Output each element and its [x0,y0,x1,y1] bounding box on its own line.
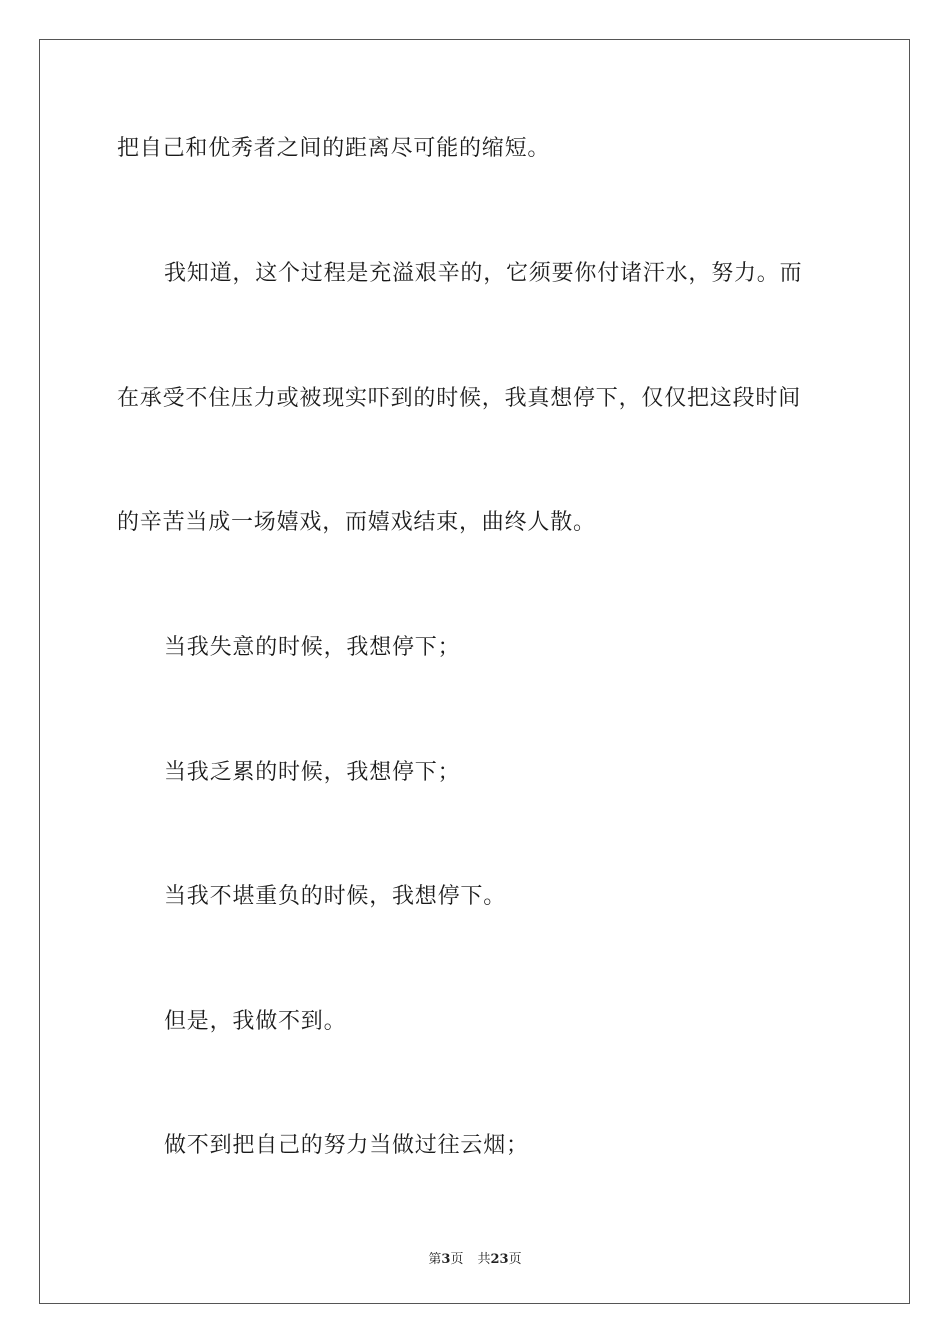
page-suffix: 页 [450,1252,464,1267]
paragraph-line-5: 当我失意的时候，我想停下； [164,635,461,660]
paragraph-line-9: 做不到把自己的努力当做过往云烟； [164,1133,529,1158]
page-prefix: 第 [428,1252,442,1267]
page-footer [0,1248,950,1267]
paragraph-line-4: 的辛苦当成一场嬉戏，而嬉戏结束，曲终人散。 [117,510,596,535]
total-page-count: 23 [490,1252,509,1267]
page-frame [39,39,910,1304]
paragraph-line-6: 当我乏累的时候，我想停下； [164,760,461,785]
current-page-number: 3 [441,1252,451,1267]
total-prefix: 共 [477,1252,491,1267]
total-suffix: 页 [508,1252,522,1267]
paragraph-line-7: 当我不堪重负的时候，我想停下。 [164,884,507,909]
paragraph-line-3: 在承受不住压力或被现实吓到的时候，我真想停下，仅仅把这段时间 [117,386,802,411]
paragraph-line-8: 但是，我做不到。 [164,1009,347,1034]
paragraph-line-1: 把自己和优秀者之间的距离尽可能的缩短。 [117,136,551,161]
paragraph-line-2: 我知道，这个过程是充溢艰辛的，它须要你付诸汗水，努力。而 [164,261,803,286]
